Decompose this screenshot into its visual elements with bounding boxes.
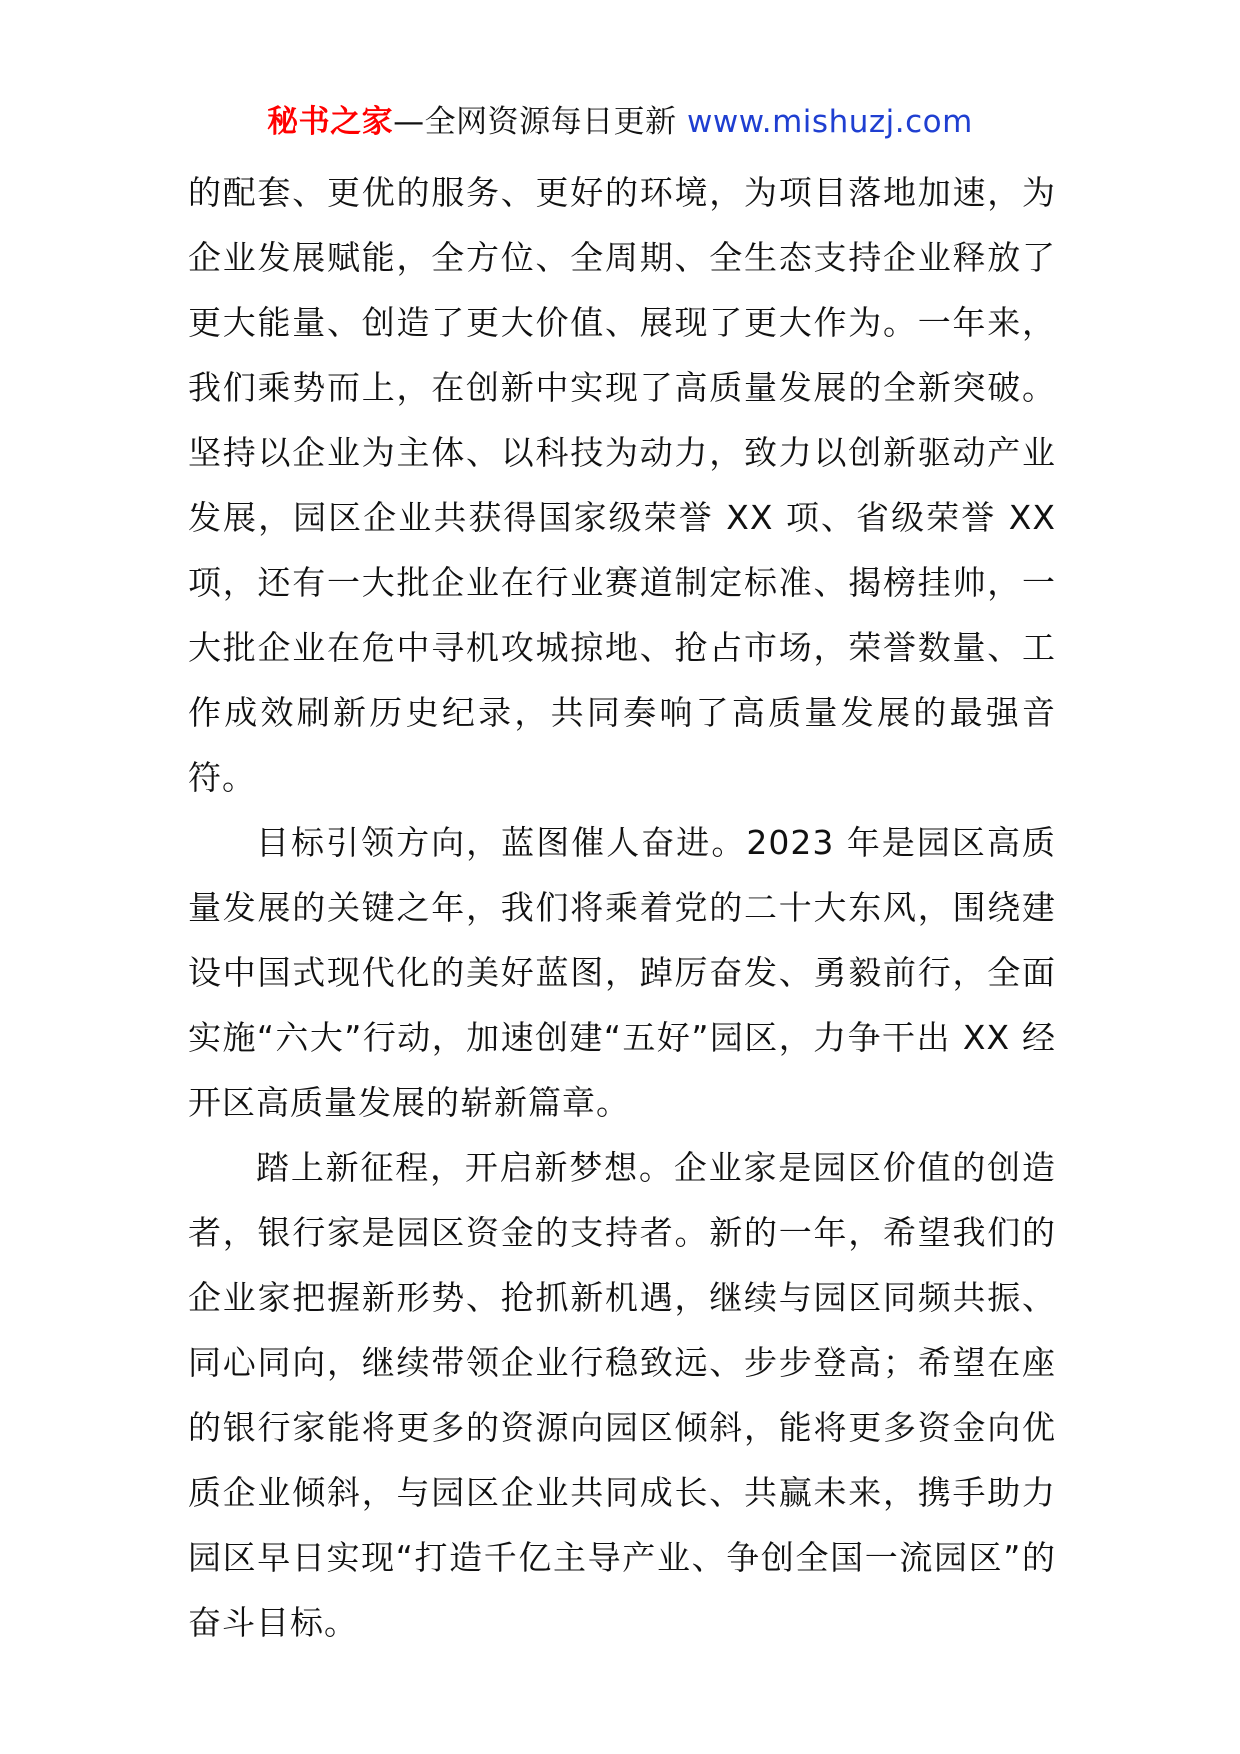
website-link[interactable]: www.mishuzj.com <box>687 104 973 140</box>
paragraph-3: 踏上新征程，开启新梦想。企业家是园区价值的创造者，银行家是园区资金的支持者。新的一年，希望我们的企业家把握新形势、抢抓新机遇，继续与园区同频共振、同心同向，继续带领企业行稳致远、步步登高；希望在座的银行家能将更多的资源向园区倾斜，能将更多资金向优质企业倾斜，与园区企业共同成长、共赢未来，携手助力园区早日实现“打造千亿主导产业、争创全国一流园区”的奋斗目标。 <box>188 1148 1056 1642</box>
paragraph-1: 的配套、更优的服务、更好的环境，为项目落地加速，为企业发展赋能，全方位、全周期、全生态支持企业释放了更大能量、创造了更大价值、展现了更大作为。一年来，我们乘势而上，在创新中实现了高质量发展的全新突破。坚持以企业为主体、以科技为动力，致力以创新驱动产业发展，园区企业共获得国家级荣誉 XX 项、省级荣誉 XX 项，还有一大批企业在行业赛道制定标准、揭榜挂帅，一大批企业在危中寻机攻城掠地、抢占市场，荣誉数量、工作成效刷新历史纪录，共同奏响了高质量发展的最强音符。 <box>188 173 1056 797</box>
header-slogan: —全网资源每日更新 <box>393 104 677 140</box>
brand-name: 秘书之家 <box>267 104 394 140</box>
paragraph-2: 目标引领方向，蓝图催人奋进。2023 年是园区高质量发展的关键之年，我们将乘着党的二十大东风，围绕建设中国式现代化的美好蓝图，踔厉奋发、勇毅前行，全面实施“六大”行动，加速创建“五好”园区，力争干出 XX 经开区高质量发展的崭新篇章。 <box>188 823 1056 1122</box>
document-body <box>188 160 1056 1655</box>
page-header <box>0 100 1240 144</box>
